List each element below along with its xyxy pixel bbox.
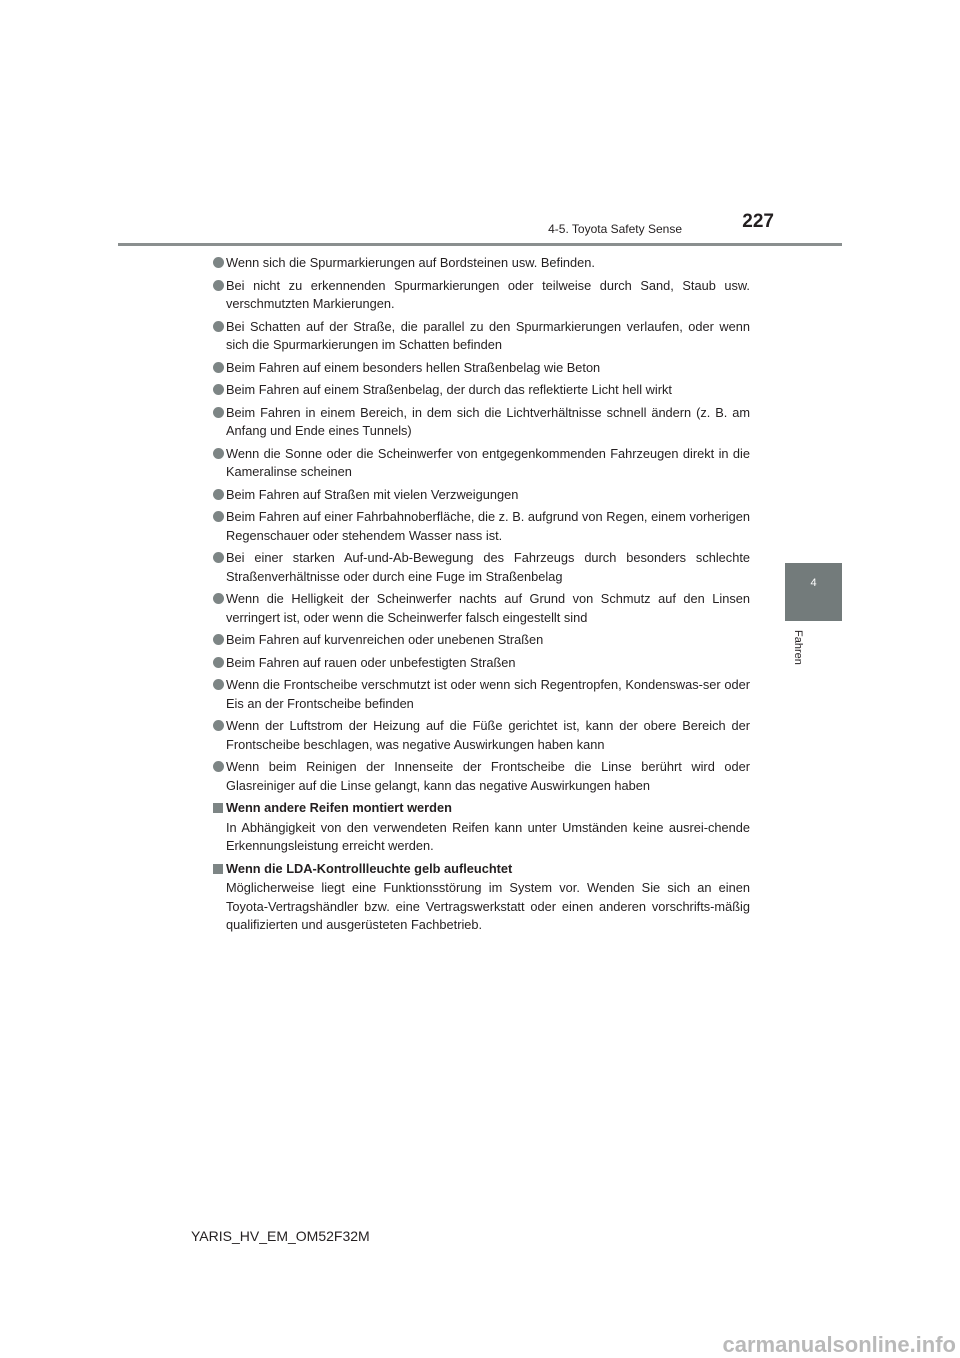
list-item: Bei einer starken Auf-und-Ab-Bewegung des Fahrzeugs durch besonders schlechte Straßenverhältnisse oder durch eine Fuge im Straßenbelag [212, 549, 750, 586]
chapter-label: Fahren [792, 630, 804, 665]
list-item: Beim Fahren auf einem besonders hellen Straßenbelag wie Beton [212, 359, 750, 378]
bullet-dot-icon [213, 448, 224, 459]
note-text: In Abhängigkeit von den verwendeten Reifen kann unter Umständen keine ausrei-chende Erkennungsleistung erreicht werden. [226, 819, 750, 853]
list-item: Bei Schatten auf der Straße, die parallel zu den Spurmarkierungen verlaufen, oder wenn sich die Spurmarkierungen im Schatten befinden [212, 318, 750, 355]
note-text: Möglicherweise liegt eine Funktionsstörung im System vor. Wenden Sie sich an einen Toyota-Vertragshändler bzw. eine Vertragswerkstatt oder einen anderen vorschrifts-mäßig qualifizierten und ausgerüsteten Fachbetrieb. [226, 880, 750, 932]
bullet-dot-icon [213, 720, 224, 731]
list-item: Wenn der Luftstrom der Heizung auf die Füße gerichtet ist, kann der obere Bereich der Frontscheibe beschlagen, was negative Auswirkungen haben kann [212, 717, 750, 754]
list-item: Wenn die Frontscheibe verschmutzt ist oder wenn sich Regentropfen, Kondenswas-ser oder Eis an der Frontscheibe befinden [212, 676, 750, 713]
bullet-dot-icon [213, 593, 224, 604]
section-title: 4-5. Toyota Safety Sense [548, 222, 682, 236]
bullet-dot-icon [213, 634, 224, 645]
bullet-dot-icon [213, 280, 224, 291]
square-bullet-icon [213, 803, 223, 813]
square-bullet-icon [213, 864, 223, 874]
note-heading: Wenn die LDA-Kontrollleuchte gelb aufleuchtet [212, 860, 750, 879]
chapter-number: 4 [810, 577, 817, 589]
page-number: 227 [742, 211, 774, 232]
list-item: Wenn beim Reinigen der Innenseite der Frontscheibe die Linse berührt wird oder Glasreiniger auf die Linse gelangt, kann das negative Auswirkungen haben [212, 758, 750, 795]
bullet-dot-icon [213, 407, 224, 418]
page-content [212, 254, 750, 939]
list-item: Wenn die Helligkeit der Scheinwerfer nachts auf Grund von Schmutz auf den Linsen verringert ist, oder wenn die Scheinwerfer falsch eingestellt sind [212, 590, 750, 627]
bullet-dot-icon [213, 321, 224, 332]
list-item: Wenn die Sonne oder die Scheinwerfer von entgegenkommenden Fahrzeugen direkt in die Kameralinse scheinen [212, 445, 750, 482]
chapter-tab [785, 563, 842, 621]
bullet-dot-icon [213, 761, 224, 772]
header-divider [118, 243, 842, 246]
list-item: Beim Fahren auf kurvenreichen oder unebenen Straßen [212, 631, 750, 650]
note-heading: Wenn andere Reifen montiert werden [212, 799, 750, 818]
watermark: carmanualsonline.info [722, 1332, 956, 1357]
bullet-dot-icon [213, 552, 224, 563]
bullet-dot-icon [213, 679, 224, 690]
bullet-dot-icon [213, 657, 224, 668]
list-item: Beim Fahren auf einer Fahrbahnoberfläche, die z. B. aufgrund von Regen, einem vorherigen Regenschauer oder stehendem Wasser nass ist. [212, 508, 750, 545]
list-item: Wenn sich die Spurmarkierungen auf Bordsteinen usw. Befinden. [212, 254, 750, 273]
bullet-dot-icon [213, 384, 224, 395]
bullet-dot-icon [213, 489, 224, 500]
bullet-dot-icon [213, 362, 224, 373]
list-item: Bei nicht zu erkennenden Spurmarkierungen oder teilweise durch Sand, Staub usw. verschmutzten Markierungen. [212, 277, 750, 314]
bullet-dot-icon [213, 511, 224, 522]
bullet-dot-icon [213, 257, 224, 268]
document-code: YARIS_HV_EM_OM52F32M [191, 1228, 370, 1244]
list-item: Beim Fahren auf einem Straßenbelag, der durch das reflektierte Licht hell wirkt [212, 381, 750, 400]
list-item: Beim Fahren auf rauen oder unbefestigten Straßen [212, 654, 750, 673]
list-item: Beim Fahren auf Straßen mit vielen Verzweigungen [212, 486, 750, 505]
list-item: Beim Fahren in einem Bereich, in dem sich die Lichtverhältnisse schnell ändern (z. B. am Anfang und Ende eines Tunnels) [212, 404, 750, 441]
